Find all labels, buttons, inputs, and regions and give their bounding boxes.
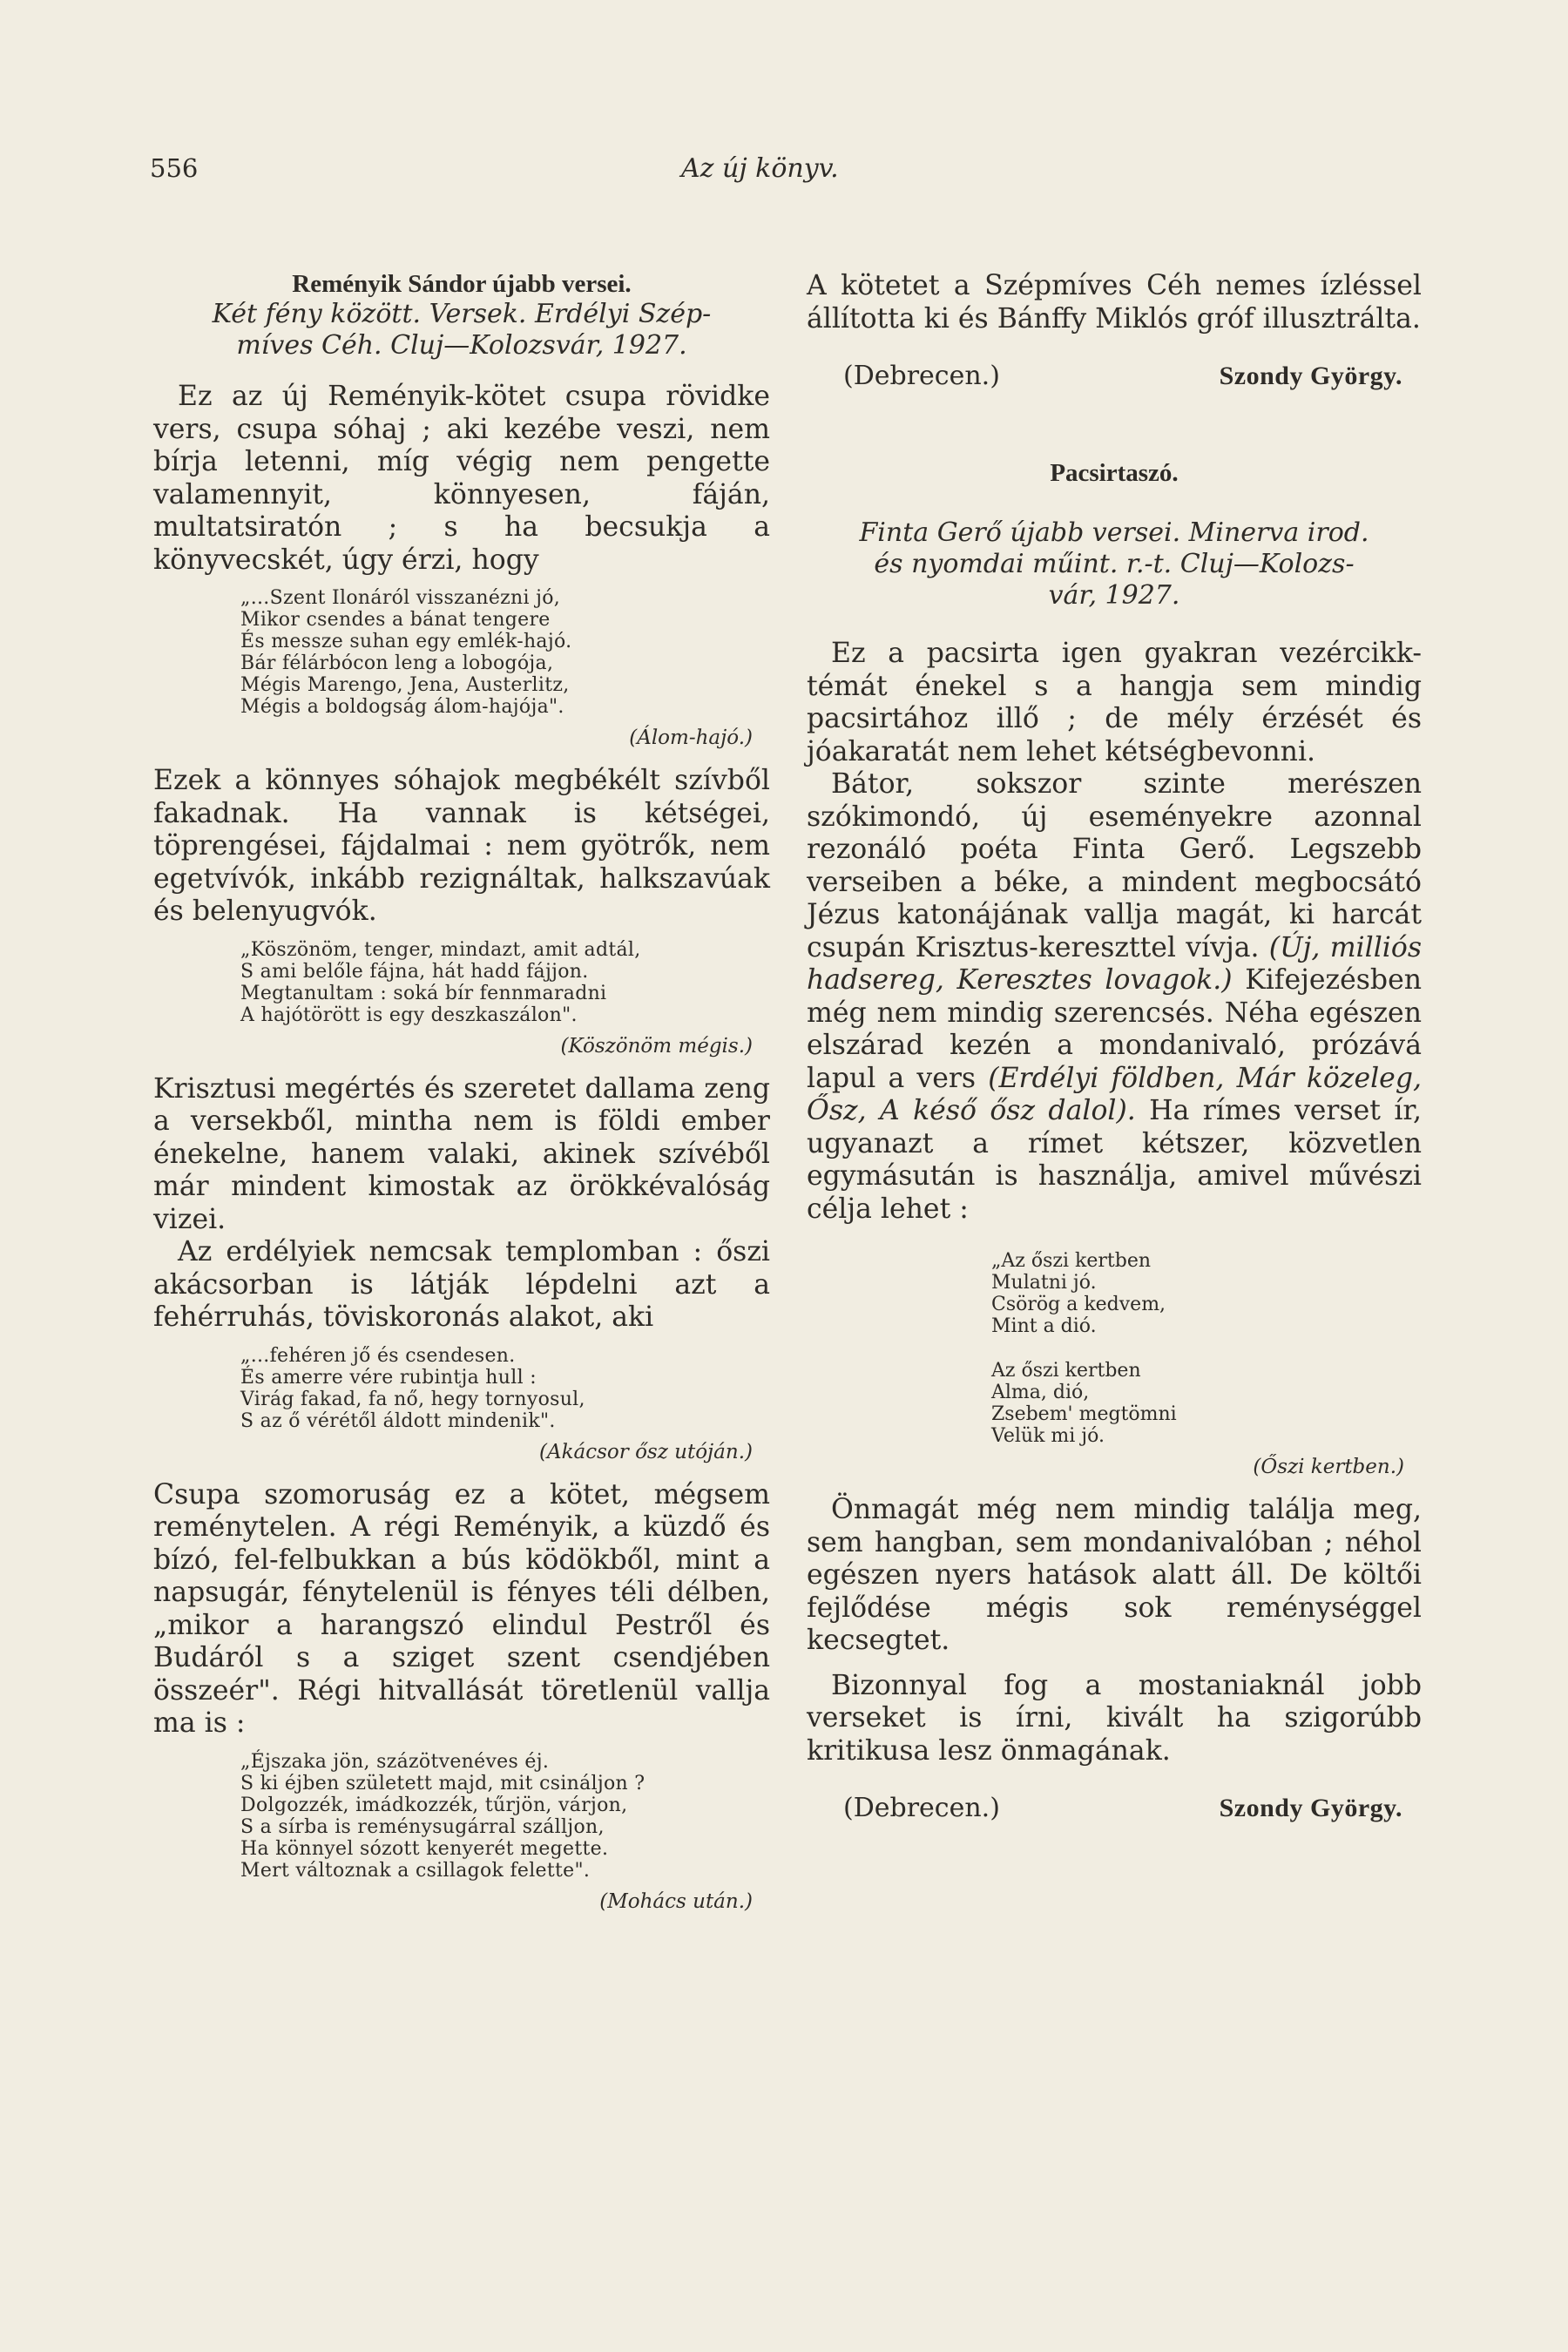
- poem-line: Velük mi jó.: [991, 1425, 1105, 1447]
- bib-line: vár, 1927.: [1048, 580, 1180, 611]
- quoted-poem: [240, 939, 770, 1026]
- signature-author: Szondy György.: [1219, 1794, 1402, 1822]
- quoted-poem: [240, 587, 770, 718]
- paragraph: A kötetet a Szépmíves Céh nemes ízléssel állította ki és Bánffy Miklós gróf illusztrálta.: [807, 270, 1422, 335]
- signature-line: [807, 1792, 1422, 1827]
- poem-line: S az ő vérétől áldott mindenik".: [240, 1409, 556, 1432]
- poem-line: „Az őszi kertben: [991, 1250, 1152, 1272]
- quoted-poem: [991, 1250, 1422, 1447]
- cited-titles: (Új, milliós hadsereg, Keresztes lovagok.): [807, 931, 1422, 996]
- poem-line: „Éjszaka jön, százötvenéves éj.: [240, 1750, 550, 1773]
- poem-line: Ha könnyel sózott kenyerét megette.: [240, 1837, 609, 1860]
- signature-author: Szondy György.: [1219, 362, 1402, 390]
- bib-line: míves Céh. Cluj—Kolozsvár, 1927.: [236, 330, 687, 361]
- review-title-pacsirtaszo: Pacsirtaszó.: [1050, 459, 1179, 487]
- left-column: [153, 270, 770, 1929]
- paragraph: Az erdélyiek nemcsak templomban : őszi akácsorban is látják lépdelni azt a fehérruhás, töviskoronás alakot, aki: [153, 1236, 770, 1333]
- bib-line: Két fény között. Versek. Erdélyi Szép-: [212, 299, 712, 329]
- poem-line: „Köszönöm, tenger, mindazt, amit adtál,: [240, 938, 641, 961]
- paragraph: Ez a pacsirta igen gyakran vezércikk-témát énekel s a hangja sem mindig pacsirtához illő ; de mély érzését és jóakaratát nem lehet kétségbevonni.: [807, 638, 1422, 767]
- poem-line: És messze suhan egy emlék-hajó.: [240, 631, 572, 652]
- poem-line: Bár félárbócon leng a lobogója,: [240, 652, 554, 674]
- poem-line: Mert változnak a csillagok felette".: [240, 1859, 591, 1882]
- signature-line: [807, 360, 1422, 395]
- poem-line: Alma, dió,: [991, 1382, 1090, 1403]
- poem-source: (Köszönöm mégis.): [560, 1034, 753, 1058]
- quoted-poem: [240, 1751, 770, 1882]
- bib-line: és nyomdai műint. r.-t. Cluj—Kolozs-: [874, 549, 1355, 579]
- paragraph: [807, 768, 1422, 1226]
- poem-source: (Akácsor ősz utóján.): [539, 1440, 753, 1463]
- cited-titles: (Erdélyi földben, Már közeleg, Ősz, A késő ősz dalol).: [807, 1062, 1422, 1126]
- quoted-poem: [240, 1345, 770, 1432]
- poem-line: „...Szent Ilonáról visszanézni jó,: [240, 587, 561, 609]
- paragraph-text: Kifejezésben még nem mindig szerencsés. Néha egészen elszárad kezén a mondanivaló, prózává lapul a vers: [807, 964, 1422, 1094]
- poem-line: „...fehéren jő és csendesen.: [240, 1344, 516, 1367]
- poem-line: Az őszi kertben: [991, 1360, 1141, 1382]
- running-title: Az új könyv.: [681, 153, 839, 184]
- signature-place: (Debrecen.): [843, 361, 1000, 391]
- poem-line: Mégis Marengo, Jena, Austerlitz,: [240, 674, 570, 696]
- signature-place: (Debrecen.): [843, 1793, 1000, 1823]
- poem-line: Mint a dió.: [991, 1315, 1097, 1337]
- bibliographic-line: [153, 299, 770, 362]
- poem-line: Zsebem' megtömni: [991, 1403, 1177, 1425]
- poem-line: Virág fakad, fa nő, hegy tornyosul,: [240, 1388, 585, 1410]
- poem-line: Csörög a kedvem,: [991, 1294, 1166, 1315]
- poem-line: S ami belőle fájna, hát hadd fájjon.: [240, 960, 589, 983]
- paragraph-text: Bátor, sokszor szinte merészen szókimondó, új eseményekre azonnal rezonáló poéta Finta Gerő. Legszebb verseiben a béke, a mindent megbocsátó Jézus katonájának vallja magát, ki harcát csupán Krisztus-kereszttel vívja.: [807, 768, 1422, 963]
- paragraph: Csupa szomoruság ez a kötet, mégsem reménytelen. A régi Reményik, a küzdő és bízó, fel-felbukkan a bús ködökből, mint a napsugár, fénytelenül is fényes téli délben, „mikor a harangszó elindul Pestről és Budáról s a sziget szent csendjében összeér". Régi hitvallását töretlenül vallja ma is :: [153, 1478, 770, 1739]
- poem-line: Mégis a boldogság álom-hajója".: [240, 696, 564, 718]
- paragraph: Önmagát még nem mindig találja meg, sem hangban, sem mondanivalóban ; néhol egészen nyers hatások alatt áll. De költői fejlődése mégis sok reménységgel kecsegtet.: [807, 1494, 1422, 1656]
- poem-line: S a sírba is reménysugárral szálljon,: [240, 1815, 605, 1838]
- poem-line: Mikor csendes a bánat tengere: [240, 609, 551, 631]
- paragraph: Ez az új Reményik-kötet csupa rövidke vers, csupa sóhaj ; aki kezébe veszi, nem bírja letenni, míg végig nem pengette valamennyit, könnyesen, fáján, multatsiratón ; s ha becsukja a könyvecskét, úgy érzi, hogy: [153, 381, 770, 576]
- poem-source: (Őszi kertben.): [1253, 1456, 1404, 1478]
- poem-line: A hajótörött is egy deszkaszálon".: [240, 1004, 578, 1026]
- paragraph: Krisztusi megértés és szeretet dallama zeng a versekből, mintha nem is földi ember énekelne, hanem valaki, akinek szívéből már mindent kimostak az örökkévalóság vizei.: [153, 1072, 770, 1235]
- running-header: [150, 153, 1418, 188]
- bib-line: Finta Gerő újabb versei. Minerva irod.: [859, 517, 1369, 548]
- poem-source: (Álom-hajó.): [629, 727, 753, 749]
- paragraph: Bizonnyal fog a mostaniaknál jobb verseket is írni, kivált ha szigorúbb kritikusa lesz önmagának.: [807, 1669, 1422, 1767]
- paragraph-text: Ha rímes verset ír, ugyanazt a rímet kétszer, közvetlen egymásután is használja, amivel művészi célja lehet :: [807, 1095, 1422, 1225]
- poem-line: S ki éjben született majd, mit csináljon ?: [240, 1772, 645, 1794]
- page-number: 556: [150, 153, 199, 183]
- bibliographic-line: [807, 517, 1422, 612]
- poem-line: És amerre vére rubintja hull :: [240, 1366, 537, 1389]
- right-column: [807, 270, 1422, 1827]
- poem-line: Megtanultam : soká bír fennmaradni: [240, 982, 607, 1004]
- review-title-remenyik: Reményik Sándor újabb versei.: [292, 270, 632, 298]
- poem-source: (Mohács után.): [599, 1889, 753, 1913]
- poem-line: Dolgozzék, imádkozzék, tűrjön, várjon,: [240, 1794, 628, 1816]
- paragraph: Ezek a könnyes sóhajok megbékélt szívből fakadnak. Ha vannak is kétségei, töprengései, fájdalmai : nem gyötrők, nem egetvívók, inkább rezignáltak, halkszavúak és belenyugvók.: [153, 765, 770, 927]
- poem-line: Mulatni jó.: [991, 1272, 1097, 1294]
